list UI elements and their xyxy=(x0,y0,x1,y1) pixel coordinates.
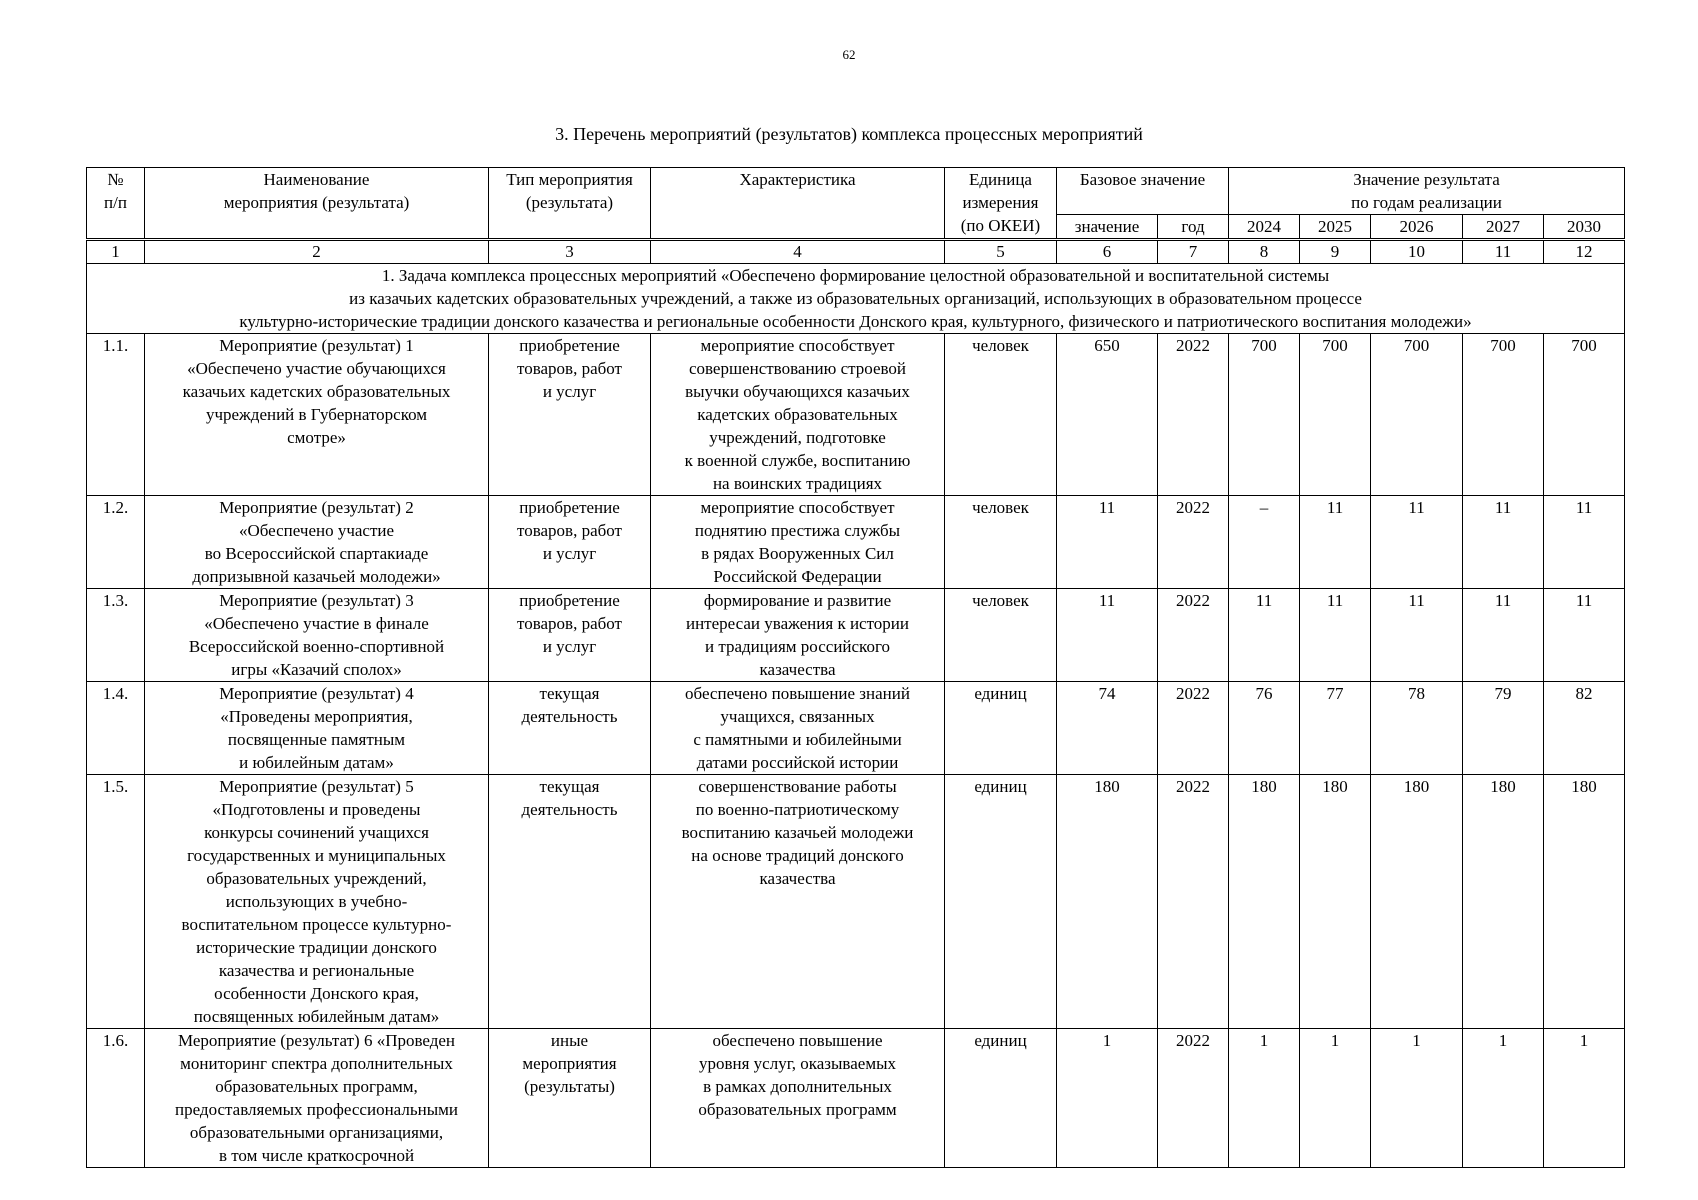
header-year-2030: 2030 xyxy=(1544,215,1625,240)
row-value-2026: 700 xyxy=(1371,334,1463,496)
row-base-value: 650 xyxy=(1057,334,1158,496)
row-value-2026: 11 xyxy=(1371,496,1463,589)
row-name: Мероприятие (результат) 1 «Обеспечено участие обучающихся казачьих кадетских образовательных учреждений в Губернаторском смотре» xyxy=(145,334,489,496)
row-value-2027: 180 xyxy=(1463,775,1544,1029)
row-unit: человек xyxy=(945,334,1057,496)
row-num: 1.6. xyxy=(87,1029,145,1168)
row-value-2030: 11 xyxy=(1544,496,1625,589)
header-year-2026: 2026 xyxy=(1371,215,1463,240)
row-value-2025: 77 xyxy=(1300,682,1371,775)
row-type: иные мероприятия (результаты) xyxy=(489,1029,651,1168)
row-characteristic: совершенствование работы по военно-патриотическому воспитанию казачьей молодежи на основе традиций донского казачества xyxy=(651,775,945,1029)
row-value-2027: 1 xyxy=(1463,1029,1544,1168)
row-unit: единиц xyxy=(945,1029,1057,1168)
row-value-2030: 11 xyxy=(1544,589,1625,682)
row-value-2027: 11 xyxy=(1463,589,1544,682)
row-unit: человек xyxy=(945,496,1057,589)
row-value-2025: 1 xyxy=(1300,1029,1371,1168)
row-value-2024: 11 xyxy=(1229,589,1300,682)
row-value-2025: 11 xyxy=(1300,496,1371,589)
row-value-2026: 78 xyxy=(1371,682,1463,775)
header-num: № п/п xyxy=(87,168,145,240)
column-number: 8 xyxy=(1229,240,1300,264)
row-base-year: 2022 xyxy=(1158,775,1229,1029)
header-year-2027: 2027 xyxy=(1463,215,1544,240)
row-base-year: 2022 xyxy=(1158,589,1229,682)
table-row xyxy=(87,775,1625,1029)
header-name: Наименование мероприятия (результата) xyxy=(145,168,489,240)
row-value-2030: 180 xyxy=(1544,775,1625,1029)
row-type: текущая деятельность xyxy=(489,682,651,775)
table-row xyxy=(87,496,1625,589)
row-num: 1.5. xyxy=(87,775,145,1029)
row-base-year: 2022 xyxy=(1158,334,1229,496)
column-number: 5 xyxy=(945,240,1057,264)
row-value-2030: 700 xyxy=(1544,334,1625,496)
row-value-2024: 1 xyxy=(1229,1029,1300,1168)
row-base-value: 180 xyxy=(1057,775,1158,1029)
row-unit: единиц xyxy=(945,682,1057,775)
header-unit: Единица измерения (по ОКЕИ) xyxy=(945,168,1057,240)
header-year-2025: 2025 xyxy=(1300,215,1371,240)
row-value-2030: 82 xyxy=(1544,682,1625,775)
row-characteristic: формирование и развитие интересаи уважения к истории и традициям российского казачества xyxy=(651,589,945,682)
table-row xyxy=(87,682,1625,775)
row-value-2024: 180 xyxy=(1229,775,1300,1029)
row-num: 1.2. xyxy=(87,496,145,589)
row-characteristic: мероприятие способствует совершенствованию строевой выучки обучающихся казачьих кадетских образовательных учреждений, подготовке к военной службе, воспитанию на воинских традициях xyxy=(651,334,945,496)
row-value-2024: 76 xyxy=(1229,682,1300,775)
row-base-year: 2022 xyxy=(1158,682,1229,775)
header-base-value: Базовое значение xyxy=(1057,168,1229,215)
header-type: Тип мероприятия (результата) xyxy=(489,168,651,240)
column-number: 7 xyxy=(1158,240,1229,264)
row-base-value: 11 xyxy=(1057,496,1158,589)
row-value-2025: 700 xyxy=(1300,334,1371,496)
row-value-2024: 700 xyxy=(1229,334,1300,496)
header-result-values: Значение результата по годам реализации xyxy=(1229,168,1625,215)
column-number: 12 xyxy=(1544,240,1625,264)
column-number: 4 xyxy=(651,240,945,264)
row-base-value: 1 xyxy=(1057,1029,1158,1168)
row-name: Мероприятие (результат) 4 «Проведены мероприятия, посвященные памятным и юбилейным датам» xyxy=(145,682,489,775)
header-base-year-sub: год xyxy=(1158,215,1229,240)
row-type: текущая деятельность xyxy=(489,775,651,1029)
header-year-2024: 2024 xyxy=(1229,215,1300,240)
table-row xyxy=(87,1029,1625,1168)
table-row xyxy=(87,334,1625,496)
column-number-row xyxy=(87,240,1625,264)
header-row-1 xyxy=(87,168,1625,215)
row-num: 1.1. xyxy=(87,334,145,496)
column-number: 1 xyxy=(87,240,145,264)
column-number: 3 xyxy=(489,240,651,264)
row-name: Мероприятие (результат) 2 «Обеспечено участие во Всероссийской спартакиаде допризывной казачьей молодежи» xyxy=(145,496,489,589)
row-num: 1.4. xyxy=(87,682,145,775)
measures-table xyxy=(86,167,1625,1168)
column-number: 9 xyxy=(1300,240,1371,264)
column-number: 10 xyxy=(1371,240,1463,264)
row-value-2026: 1 xyxy=(1371,1029,1463,1168)
row-characteristic: мероприятие способствует поднятию престижа службы в рядах Вооруженных Сил Российской Федерации xyxy=(651,496,945,589)
task-row xyxy=(87,264,1625,334)
page-number: 62 xyxy=(842,47,856,62)
row-value-2027: 79 xyxy=(1463,682,1544,775)
row-value-2025: 180 xyxy=(1300,775,1371,1029)
row-type: приобретение товаров, работ и услуг xyxy=(489,334,651,496)
row-num: 1.3. xyxy=(87,589,145,682)
row-characteristic: обеспечено повышение знаний учащихся, связанных с памятными и юбилейными датами российской истории xyxy=(651,682,945,775)
row-name: Мероприятие (результат) 3 «Обеспечено участие в финале Всероссийской военно-спортивной игры «Казачий сполох» xyxy=(145,589,489,682)
row-base-value: 74 xyxy=(1057,682,1158,775)
row-value-2026: 180 xyxy=(1371,775,1463,1029)
row-value-2027: 700 xyxy=(1463,334,1544,496)
header-base-value-sub: значение xyxy=(1057,215,1158,240)
column-number: 11 xyxy=(1463,240,1544,264)
row-characteristic: обеспечено повышение уровня услуг, оказываемых в рамках дополнительных образовательных программ xyxy=(651,1029,945,1168)
row-value-2026: 11 xyxy=(1371,589,1463,682)
row-value-2030: 1 xyxy=(1544,1029,1625,1168)
page-title: 3. Перечень мероприятий (результатов) комплекса процессных мероприятий xyxy=(555,124,1143,144)
header-characteristic: Характеристика xyxy=(651,168,945,240)
row-unit: человек xyxy=(945,589,1057,682)
row-value-2024: – xyxy=(1229,496,1300,589)
row-type: приобретение товаров, работ и услуг xyxy=(489,589,651,682)
column-number: 6 xyxy=(1057,240,1158,264)
row-name: Мероприятие (результат) 5 «Подготовлены и проведены конкурсы сочинений учащихся государственных и муниципальных образовательных учреждений, использующих в учебно- воспитательном процессе культурно- исторические традиции донского казачества и региональные особенности Донского края, посвященных юбилейным датам» xyxy=(145,775,489,1029)
row-name: Мероприятие (результат) 6 «Проведен мониторинг спектра дополнительных образовательных программ, предоставляемых профессиональными образовательными организациями, в том числе краткосрочной xyxy=(145,1029,489,1168)
task-heading: 1. Задача комплекса процессных мероприятий «Обеспечено формирование целостной образовательной и воспитательной системы из казачьих кадетских образовательных учреждений, а также из образовательных организаций, использующих в образовательном процессе культурно-исторические традиции донского казачества и региональные особенности Донского края, культурного, физического и патриотического воспитания молодежи» xyxy=(87,264,1625,334)
row-value-2025: 11 xyxy=(1300,589,1371,682)
table-row xyxy=(87,589,1625,682)
row-base-value: 11 xyxy=(1057,589,1158,682)
column-number: 2 xyxy=(145,240,489,264)
row-value-2027: 11 xyxy=(1463,496,1544,589)
row-type: приобретение товаров, работ и услуг xyxy=(489,496,651,589)
row-unit: единиц xyxy=(945,775,1057,1029)
row-base-year: 2022 xyxy=(1158,496,1229,589)
row-base-year: 2022 xyxy=(1158,1029,1229,1168)
